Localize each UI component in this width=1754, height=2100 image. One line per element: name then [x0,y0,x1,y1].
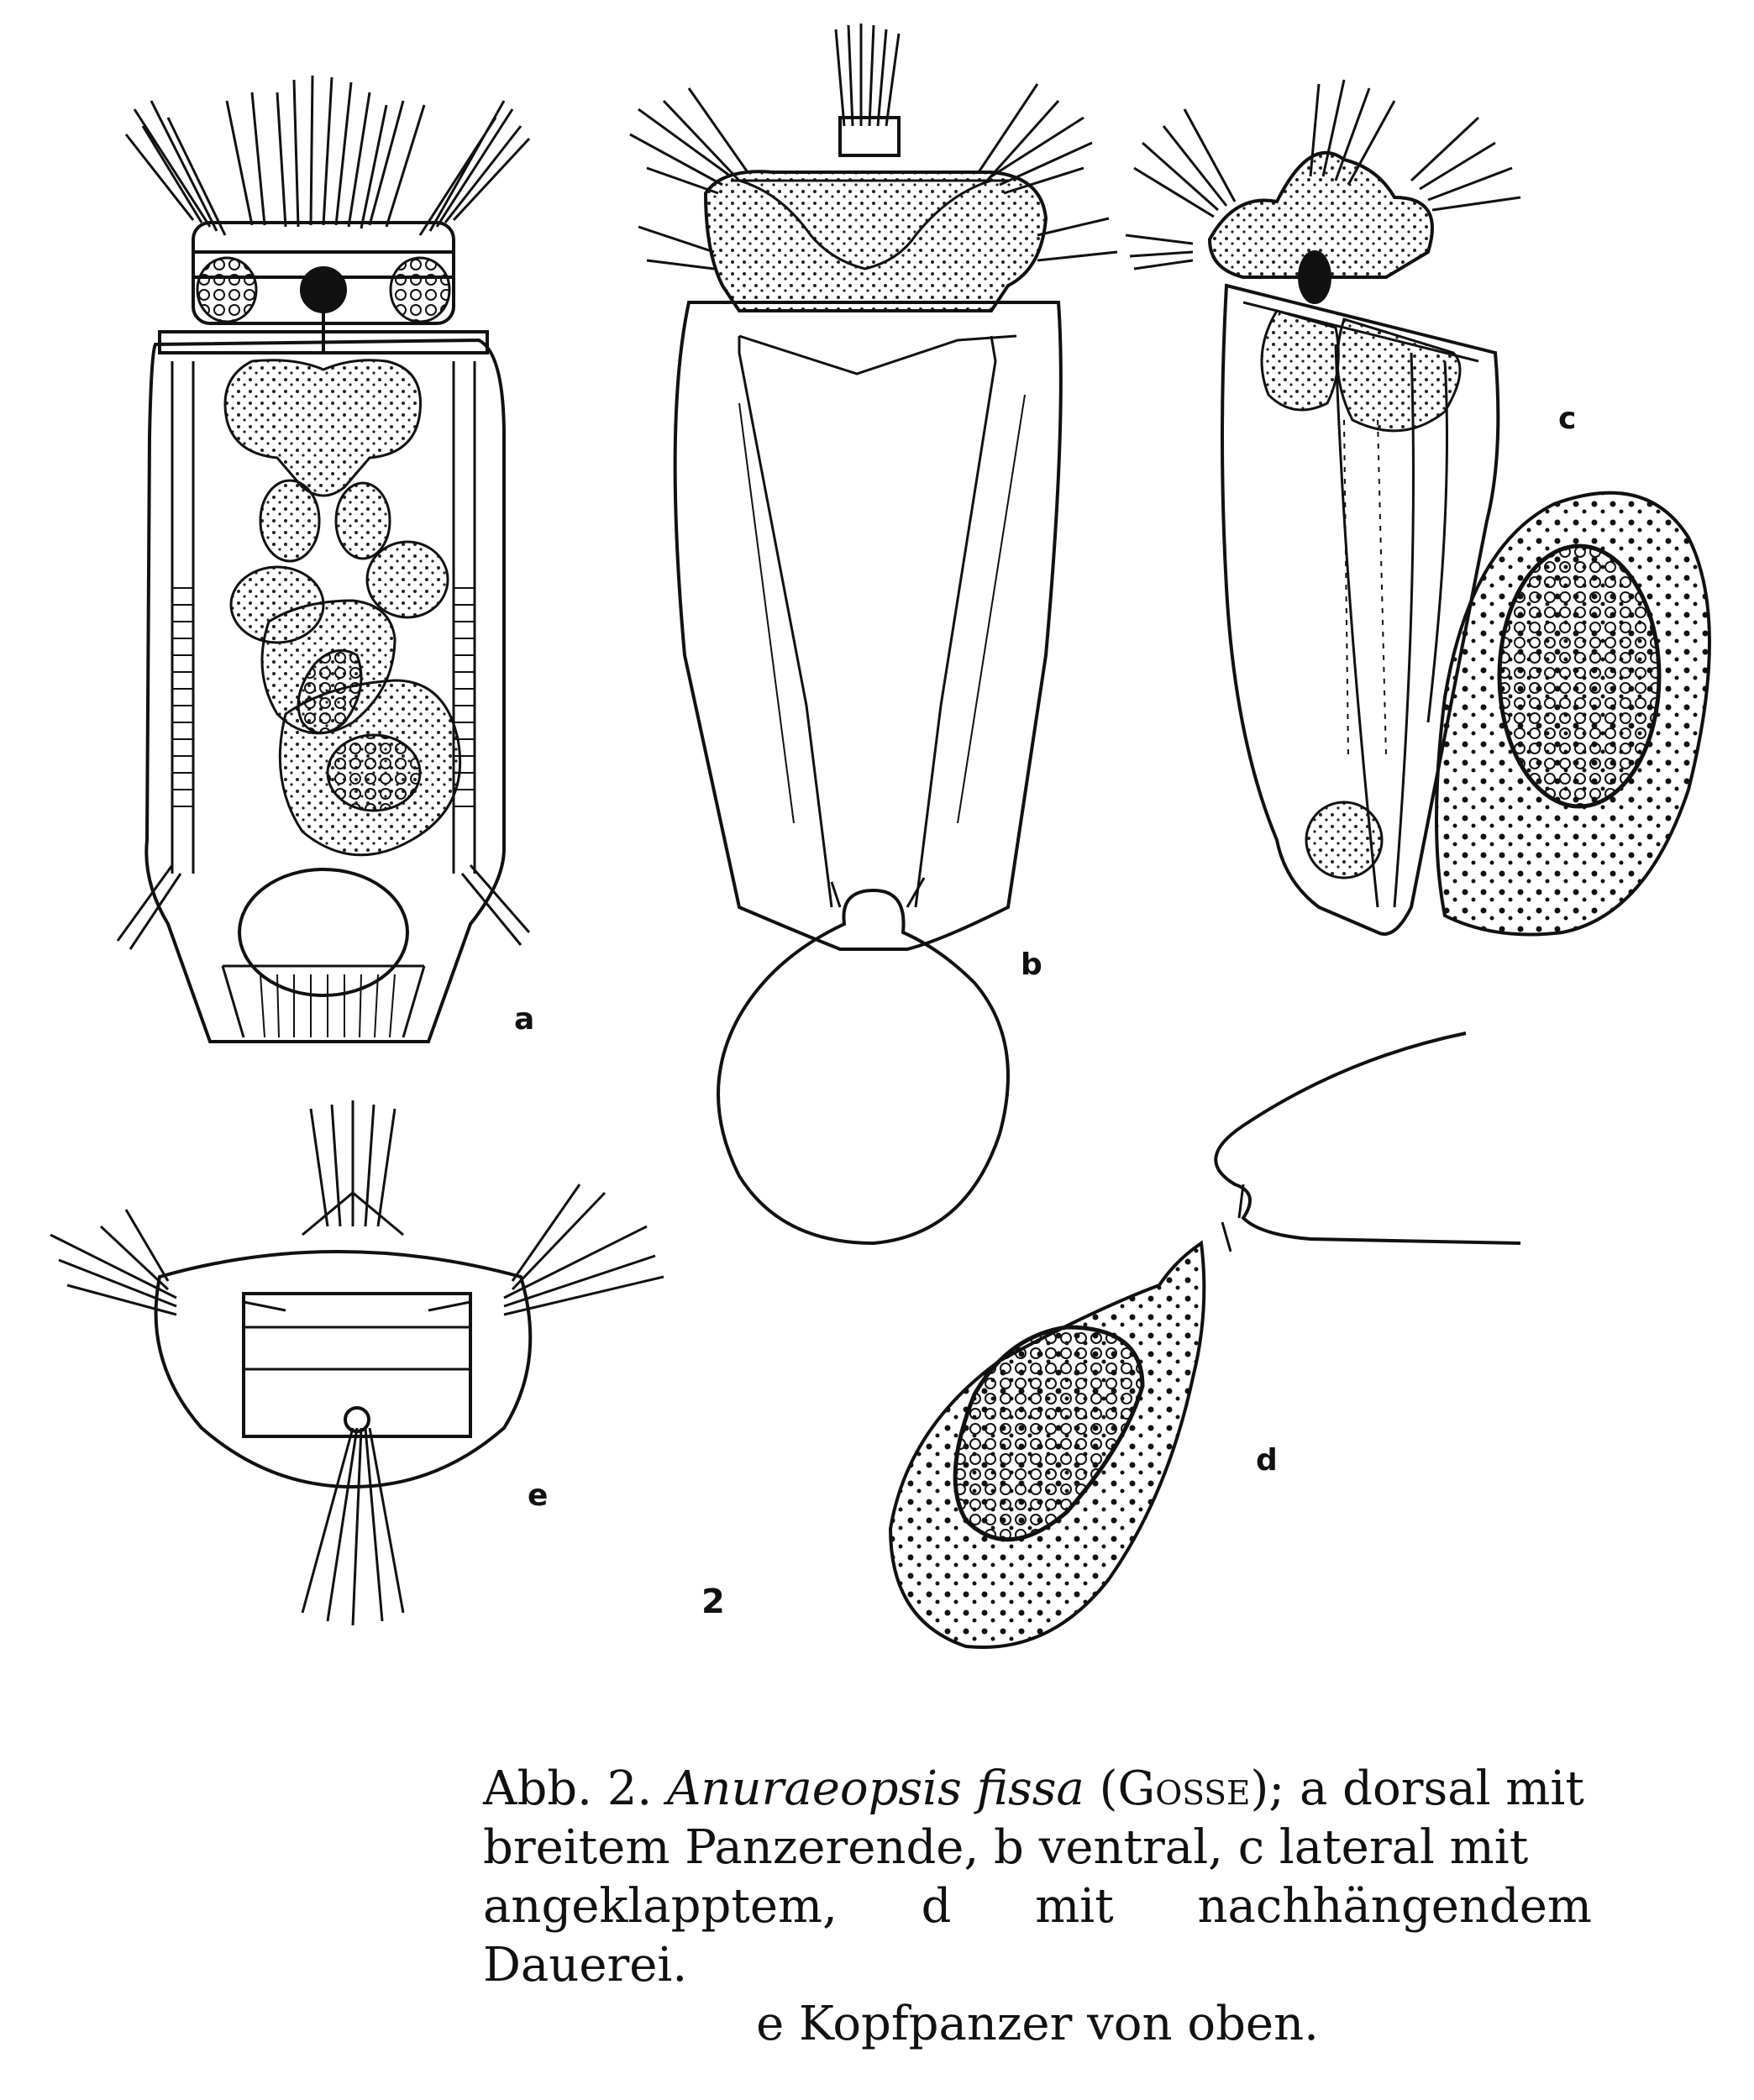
figure-number: 2 [701,1583,725,1621]
caption-line-1-rest: ); a dorsal mit [1250,1761,1584,1816]
caption-author-open: ( [1099,1761,1118,1816]
panel-d-drawing [890,1033,1520,1647]
panel-b-drawing [630,24,1117,1243]
panel-c-label: c [1558,402,1577,436]
panel-e-label: e [528,1478,549,1513]
panel-a-label: a [514,1002,535,1037]
caption-author: Gosse [1117,1761,1251,1816]
panel-c-drawing [1126,80,1709,935]
caption-line-2: breitem Panzerende, b ventral, c lateral mit [483,1820,1529,1875]
panel-e-drawing [50,1100,664,1625]
caption-prefix: Abb. 2. [483,1761,653,1816]
panel-a-drawing [118,76,529,1042]
caption-species: Anuraeopsis fissa [666,1761,1084,1816]
panel-d-label: d [1256,1443,1278,1478]
panel-b-label: b [1021,948,1042,982]
figure-caption [483,1760,1592,2054]
caption-line-1 [483,1760,1592,1819]
caption-line-4: e Kopfpanzer von oben. [756,1997,1319,2051]
caption-line-3: angeklapptem, d mit nachhängendem Dauerei. [483,1879,1592,1992]
